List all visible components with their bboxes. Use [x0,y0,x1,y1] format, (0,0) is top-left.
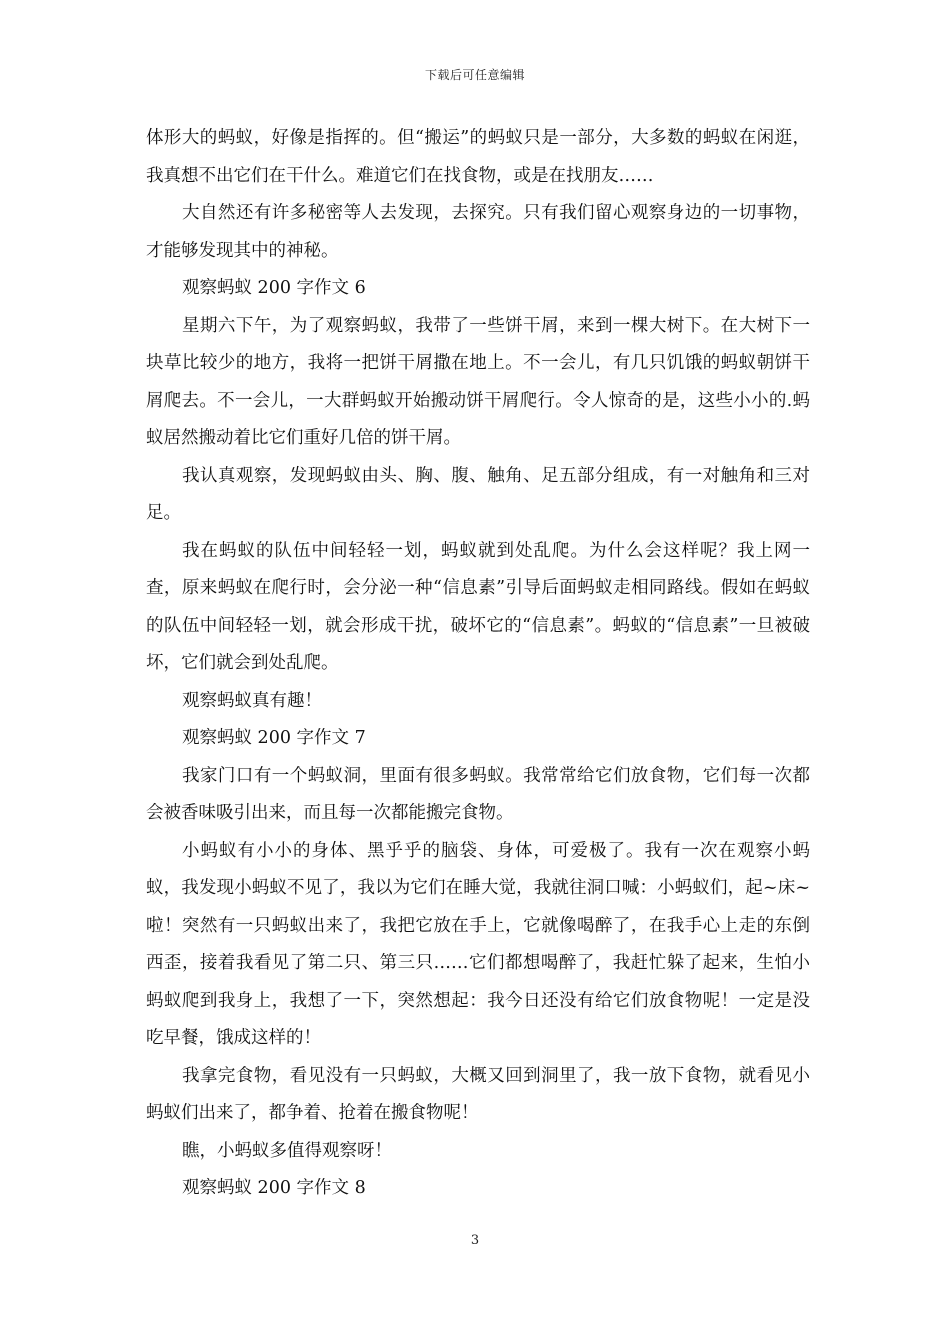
paragraph: 观察蚂蚁真有趣！ [182,690,322,711]
section-heading: 观察蚂蚁 200 字作文 7 [182,728,366,748]
paragraph: 星期六下午，为了观察蚂蚁，我带了一些饼干屑，来到一棵大树下。在大树下一块草比较少的地方，我将一把饼干屑撒在地上。不一会儿，有几只饥饿的蚂蚁朝饼干屑爬去。不一会儿，一大群蚂蚁开始搬动饼干屑爬行。令人惊奇的是，这些小小的.蚂蚁居然搬动着比它们重好几倍的饼干屑。 [146,315,810,448]
paragraph: 我家门口有一个蚂蚁洞，里面有很多蚂蚁。我常常给它们放食物，它们每一次都会被香味吸引出来，而且每一次都能搬完食物。 [146,765,810,823]
paragraph: 我在蚂蚁的队伍中间轻轻一划，蚂蚁就到处乱爬。为什么会这样呢？我上网一查，原来蚂蚁在爬行时，会分泌一种“信息素”引导后面蚂蚁走相同路线。假如在蚂蚁的队伍中间轻轻一划，就会形成干扰，破坏它的“信息素”。蚂蚁的“信息素”一旦被破坏，它们就会到处乱爬。 [146,540,810,673]
paragraph: 大自然还有许多秘密等人去发现，去探究。只有我们留心观察身边的一切事物，才能够发现其中的神秘。 [146,203,810,261]
paragraph: 我认真观察，发现蚂蚁由头、胸、腹、触角、足五部分组成，有一对触角和三对足。 [146,465,810,523]
document-body [146,120,810,1208]
paragraph: 小蚂蚁有小小的身体、黑乎乎的脑袋、身体，可爱极了。我有一次在观察小蚂蚁，我发现小蚂蚁不见了，我以为它们在睡大觉，我就往洞口喊：小蚂蚁们，起~床~啦！突然有一只蚂蚁出来了，我把它放在手上，它就像喝醉了，在我手心上走的东倒西歪，接着我看见了第二只、第三只……它们都想喝醉了，我赶忙躲了起来，生怕小蚂蚁爬到我身上，我想了一下，突然想起：我今日还没有给它们放食物呢！一定是没吃早餐，饿成这样的！ [146,840,810,1048]
paragraph: 我拿完食物，看见没有一只蚂蚁，大概又回到洞里了，我一放下食物，就看见小蚂蚁们出来了，都争着、抢着在搬食物呢！ [146,1065,810,1123]
page-header: 下载后可任意编辑 [424,68,525,82]
section-heading: 观察蚂蚁 200 字作文 8 [182,1178,366,1198]
section-heading: 观察蚂蚁 200 字作文 6 [182,278,366,298]
page-number: 3 [470,1233,480,1248]
paragraph: 体形大的蚂蚁，好像是指挥的。但“搬运”的蚂蚁只是一部分，大多数的蚂蚁在闲逛，我真想不出它们在干什么。难道它们在找食物，或是在找朋友…… [146,128,810,186]
paragraph: 瞧，小蚂蚁多值得观察呀！ [182,1140,392,1161]
